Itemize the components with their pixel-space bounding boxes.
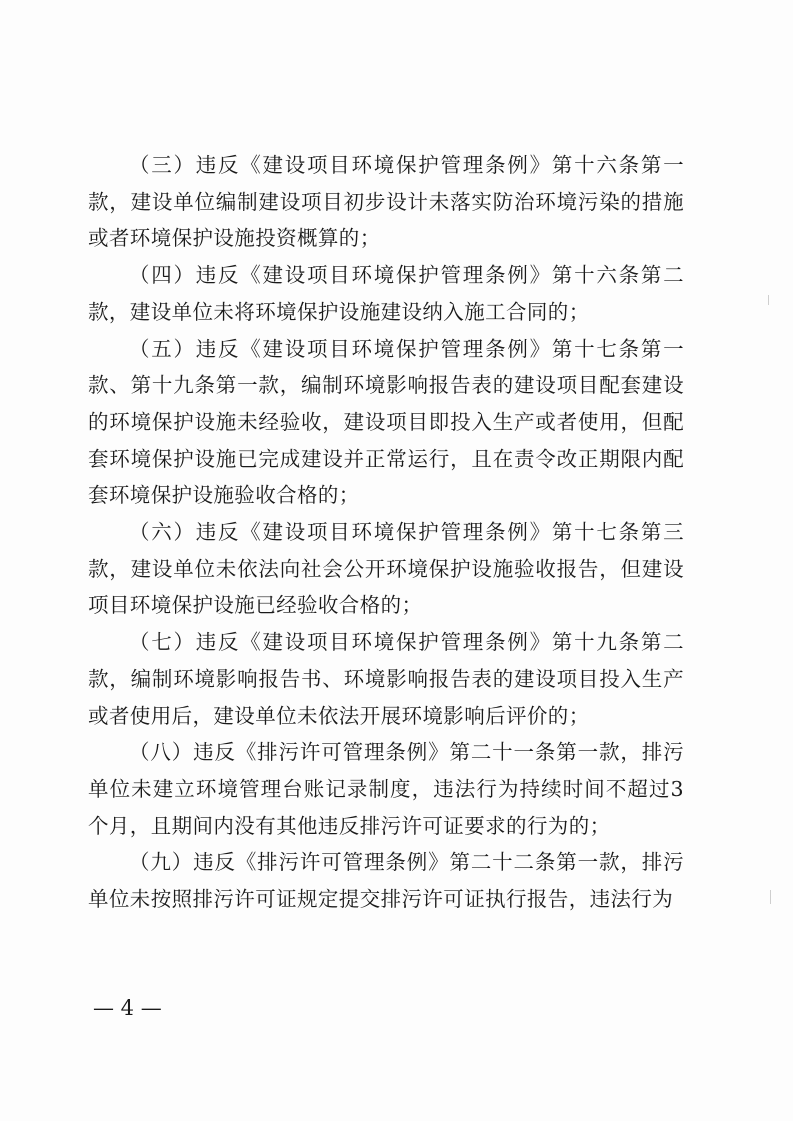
paragraph-item-7: （七）违反《建设项目环境保护管理条例》第十九条第二款，编制环境影响报告书、环境影响报告表的建设项目投入生产或者使用后，建设单位未依法开展环境影响后评价的；: [88, 630, 684, 728]
page-number: — 4 —: [93, 996, 162, 1020]
paragraph-item-3: （三）违反《建设项目环境保护管理条例》第十六条第一款，建设单位编制建设项目初步设计未落实防治环境污染的措施或者环境保护设施投资概算的；: [88, 153, 684, 251]
paragraph-item-8: （八）违反《排污许可管理条例》第二十一条第一款，排污单位未建立环境管理台账记录制度，违法行为持续时间不超过3个月，且期间内没有其他违反排污许可证要求的行为的；: [88, 740, 684, 838]
scan-edge-mark: [770, 890, 771, 904]
paragraph-item-4: （四）违反《建设项目环境保护管理条例》第十六条第二款，建设单位未将环境保护设施建设纳入施工合同的；: [88, 263, 684, 324]
paragraph-item-6: （六）违反《建设项目环境保护管理条例》第十七条第三款，建设单位未依法向社会公开环境保护设施验收报告，但建设项目环境保护设施已经验收合格的；: [88, 520, 684, 618]
scan-edge-mark: [768, 295, 769, 305]
paragraph-item-5: （五）违反《建设项目环境保护管理条例》第十七条第一款、第十九条第一款，编制环境影响报告表的建设项目配套建设的环境保护设施未经验收，建设项目即投入生产或者使用，但配套环境保护设施已完成建设并正常运行，且在责令改正期限内配套环境保护设施验收合格的；: [88, 336, 684, 508]
document-body: [88, 147, 684, 918]
paragraph-item-9: （九）违反《排污许可管理条例》第二十二条第一款，排污单位未按照排污许可证规定提交排污许可证执行报告，违法行为: [88, 850, 684, 912]
